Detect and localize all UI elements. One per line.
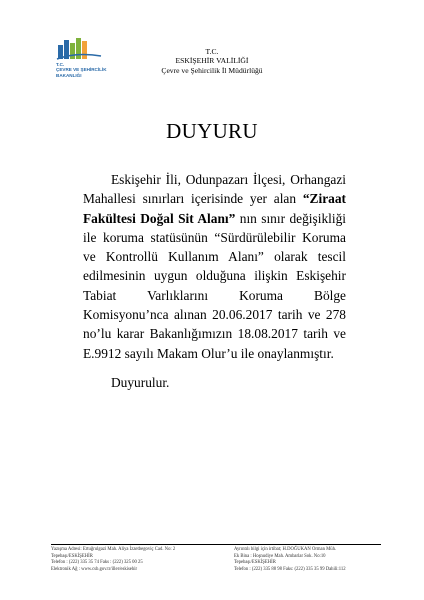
footer-right-line: Telefon : (222) 335 88 98 Faks: (222) 335 35 99 Dahili:112 <box>234 566 346 572</box>
footer-right-line: Tepebaşı/ESKİŞEHİR <box>234 560 276 565</box>
footer-right-line: Ayrıntılı bilgi için irtibat; H.DOĞUKAN Orman Müh. <box>234 547 337 552</box>
footer-right-line: Ek Bina : Hoşnudiye Mah. Ambarlar Sok. No:10 <box>234 553 326 559</box>
footer-left-line: Elektronik Ağ : www.csb.gov.tr/iller/eskisehir <box>51 566 138 572</box>
header-line-tc: T.C. <box>205 47 219 56</box>
footer-address-block <box>51 547 175 573</box>
header-line-directorate: Çevre ve Şehircilik İl Müdürlüğü <box>161 65 263 75</box>
footer-left-line: Tepebaşı/ESKİŞEHİR <box>51 553 93 559</box>
footer-divider <box>51 544 381 545</box>
footer-left-line: Yazışma Adresi: Ertuğrulgazi Mah. Aliya İzzetbegoviç Cad. No: 2 <box>51 547 176 552</box>
footer-left-line: Telefon : (222) 335 35 74 Faks : (222) 325 00 25 <box>51 560 143 565</box>
logo-text-line2: ÇEVRE VE ŞEHİRCİLİK <box>56 67 107 73</box>
body-text-part1: Eskişehir İli, Odunpazarı İlçesi, Orhangazi Mahallesi sınırları içerisinde yer alan <box>83 172 346 207</box>
body-text-highlight: “Ziraat Fakültesi Doğal Sit Alanı” <box>83 191 346 226</box>
announcement-body <box>83 170 346 363</box>
logo-text-line1: T.C. <box>56 62 65 67</box>
document-title: DUYURU <box>166 119 258 143</box>
body-text-part2: nın sınır değişikliği ile koruma statüsünün “Sürdürülebilir Koruma ve Kontrollü Kullanım Alanı” olarak tescil edilmesinin uygun olduğuna ilişkin Eskişehir Tabiat Varlıklarını Koruma Bölge Komisyonu’nca alınan 20.06.2017 tarih ve 278 no’lu karar Bakanlığımızın 18.08.2017 tarih ve E.9912 sayılı Makam Olur’u ile onaylanmıştır. <box>83 210 346 361</box>
header-line-governorship: ESKİŞEHİR VALİLİĞİ <box>175 56 249 66</box>
closing-text: Duyurulur. <box>111 375 170 390</box>
logo-text-line3: BAKANLIĞI <box>56 72 82 78</box>
footer-contact-block <box>234 547 346 573</box>
document-header <box>0 47 424 75</box>
